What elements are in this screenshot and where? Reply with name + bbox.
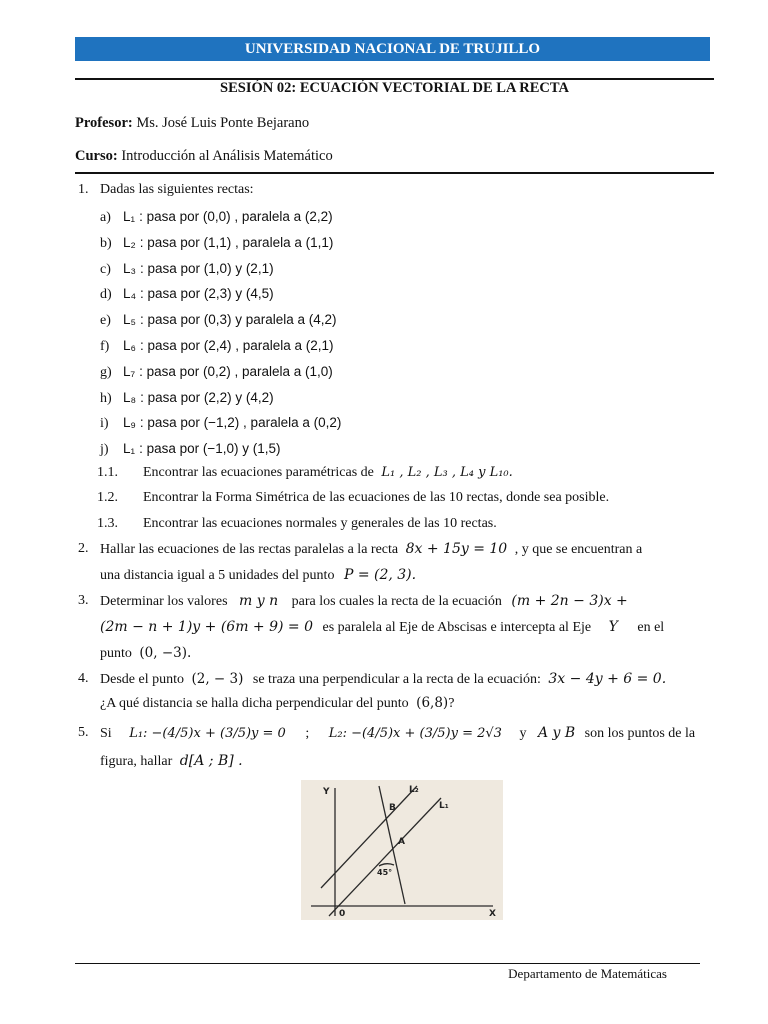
problem4-point: (2, − 3) xyxy=(191,671,244,687)
item-description: : pasa por (2,4) , paralela a (2,1) xyxy=(139,338,334,353)
problem1-item xyxy=(100,208,333,226)
subitem-text xyxy=(143,490,609,506)
subitem-number: 1.3. xyxy=(97,516,118,531)
figure-a-label: A xyxy=(398,837,405,847)
item-line-name: L₂ xyxy=(123,235,136,250)
problem1-item xyxy=(100,337,334,355)
item-description: : pasa por (2,3) y (4,5) xyxy=(140,286,274,301)
problem2-line2 xyxy=(100,567,416,584)
problem2-point: P = (2, 3). xyxy=(343,567,417,583)
problem2-line1 xyxy=(100,541,642,558)
profesor-name: Ms. José Luis Ponte Bejarano xyxy=(136,115,310,131)
problem2-text-b: , y que se encuentran a xyxy=(514,542,643,557)
footer-department: Departamento de Matemáticas xyxy=(508,966,667,981)
subitem-number: 1.2. xyxy=(97,490,118,505)
problem4-point2: (6,8) xyxy=(416,695,449,711)
problem3-text-e: punto xyxy=(100,646,132,661)
problem1-number: 1. xyxy=(78,182,89,197)
problem5-text-a: figura, hallar xyxy=(100,754,173,769)
problem1-item xyxy=(100,260,274,278)
item-letter: h) xyxy=(100,391,112,406)
item-letter: f) xyxy=(100,339,110,354)
problem3-eq-part2: (2m − n + 1)y + (6m + 9) = 0 xyxy=(100,619,314,635)
problem4-number: 4. xyxy=(78,671,89,686)
item-description: : pasa por (0,2) , paralela a (1,0) xyxy=(139,364,333,379)
item-letter: j) xyxy=(100,442,109,457)
item-line-name: L₆ xyxy=(123,338,136,353)
problem3-line3 xyxy=(100,645,191,662)
session-title: SESIÓN 02: ECUACIÓN VECTORIAL DE LA RECTA xyxy=(220,80,569,96)
item-letter: d) xyxy=(100,287,112,302)
problem3-line1 xyxy=(100,593,628,610)
problem4-equation: 3x − 4y + 6 = 0. xyxy=(548,671,667,687)
figure-y-label: Y xyxy=(323,787,330,797)
subitem-text-body: Encontrar las ecuaciones paramétricas de xyxy=(143,465,378,480)
problem5-sep: ; xyxy=(305,726,310,741)
figure-origin: 0 xyxy=(339,909,346,919)
item-description: : pasa por (2,2) y (4,2) xyxy=(140,390,274,405)
problem4-line2 xyxy=(100,695,454,712)
item-line-name: L₃ xyxy=(123,261,137,276)
problem4-text-a: Desde el punto xyxy=(100,672,184,687)
problem1-item xyxy=(100,285,274,303)
header-rule xyxy=(75,172,714,174)
figure-svg xyxy=(301,780,503,920)
problem3-text-a: Determinar los valores xyxy=(100,594,228,609)
problem3-number: 3. xyxy=(78,593,89,608)
subitem-text-body: Encontrar las ecuaciones normales y generales de las 10 rectas. xyxy=(143,516,497,531)
problem5-ab: A y B xyxy=(537,725,576,741)
problem3-eq-part1: (m + 2n − 3)x + xyxy=(511,593,628,609)
problem2-text-c: una distancia igual a 5 unidades del punto xyxy=(100,568,335,583)
problem5-y: y xyxy=(519,726,527,741)
subitem-text xyxy=(143,465,513,481)
figure-l1-label: L₁ xyxy=(439,801,449,811)
problem5-line1 xyxy=(100,725,695,742)
problem5-eq1: L₁: −(4/5)x + (3/5)y = 0 xyxy=(129,726,286,741)
subitem-number: 1.1. xyxy=(97,465,118,480)
subitem-math: L₁ , L₂ , L₃ , L₄ y L₁₀. xyxy=(381,465,513,480)
problem2-text-a: Hallar las ecuaciones de las rectas paralelas a la recta xyxy=(100,542,399,557)
item-description: : pasa por (−1,2) , paralela a (0,2) xyxy=(139,415,342,430)
problem1-item xyxy=(100,440,281,458)
profesor-label: Profesor: xyxy=(75,115,133,131)
problem3-text-b: para los cuales la recta de la ecuación xyxy=(291,594,502,609)
problem3-point: (0, −3). xyxy=(139,645,192,661)
problem4-line1 xyxy=(100,671,666,688)
item-description: : pasa por (−1,0) y (1,5) xyxy=(139,441,281,456)
problem4-text-b: se traza una perpendicular a la recta de la ecuación: xyxy=(252,672,541,687)
figure-b-label: B xyxy=(389,803,396,813)
item-line-name: L₄ xyxy=(123,286,137,301)
problem1-item xyxy=(100,234,333,252)
item-letter: c) xyxy=(100,262,111,277)
problem4-qmark: ? xyxy=(448,696,455,711)
item-description: : pasa por (1,1) , paralela a (1,1) xyxy=(139,235,334,250)
problem5-figure xyxy=(301,780,503,920)
profesor-line xyxy=(75,115,309,132)
problem1-item xyxy=(100,311,337,329)
problem3-axis: Y xyxy=(608,619,618,635)
problem3-text-c: es paralela al Eje de Abscisas e intercepta al Eje xyxy=(322,620,592,635)
item-line-name: L₁ xyxy=(123,209,136,224)
figure-angle-label: 45° xyxy=(377,868,393,877)
problem1-item xyxy=(100,414,341,432)
problem3-mn: m y n xyxy=(239,593,279,609)
problem4-text-c: ¿A qué distancia se halla dicha perpendicular del punto xyxy=(100,696,409,711)
problem2-number: 2. xyxy=(78,541,89,556)
problem5-rest: son los puntos de la xyxy=(584,726,696,741)
item-letter: i) xyxy=(100,416,109,431)
curso-name: Introducción al Análisis Matemático xyxy=(121,148,333,164)
problem3-text-d: en el xyxy=(637,620,665,635)
figure-x-label: X xyxy=(489,909,496,919)
problem1-item xyxy=(100,363,333,381)
item-letter: b) xyxy=(100,236,112,251)
problem2-equation: 8x + 15y = 10 xyxy=(405,541,508,557)
problem5-eq2: L₂: −(4/5)x + (3/5)y = 2√3 xyxy=(328,726,502,741)
item-description: : pasa por (0,3) y paralela a (4,2) xyxy=(139,312,337,327)
subitem-text xyxy=(143,516,497,532)
subitem-text-body: Encontrar la Forma Simétrica de las ecuaciones de las 10 rectas, donde sea posible. xyxy=(143,490,610,505)
problem5-distance: d[A ; B] . xyxy=(179,753,243,769)
item-letter: g) xyxy=(100,365,112,380)
curso-label: Curso: xyxy=(75,148,118,164)
figure-l2-label: L₂ xyxy=(409,785,419,795)
item-line-name: L₉ xyxy=(123,415,136,430)
item-line-name: L₈ xyxy=(123,390,137,405)
problem1-intro: Dadas las siguientes rectas: xyxy=(100,182,254,197)
university-banner: UNIVERSIDAD NACIONAL DE TRUJILLO xyxy=(75,37,710,61)
problem5-si: Si xyxy=(100,726,112,741)
problem5-number: 5. xyxy=(78,725,89,740)
item-line-name: L₇ xyxy=(123,364,136,379)
item-letter: e) xyxy=(100,313,111,328)
item-description: : pasa por (0,0) , paralela a (2,2) xyxy=(139,209,333,224)
item-line-name: L₅ xyxy=(123,312,136,327)
item-description: : pasa por (1,0) y (2,1) xyxy=(140,261,274,276)
problem3-line2 xyxy=(100,619,664,636)
problem1-item xyxy=(100,389,274,407)
item-letter: a) xyxy=(100,210,111,225)
curso-line xyxy=(75,148,333,165)
angle-arc xyxy=(379,864,394,866)
item-line-name: L₁ xyxy=(123,441,136,456)
problem5-line2 xyxy=(100,753,243,770)
footer-rule xyxy=(75,963,700,964)
